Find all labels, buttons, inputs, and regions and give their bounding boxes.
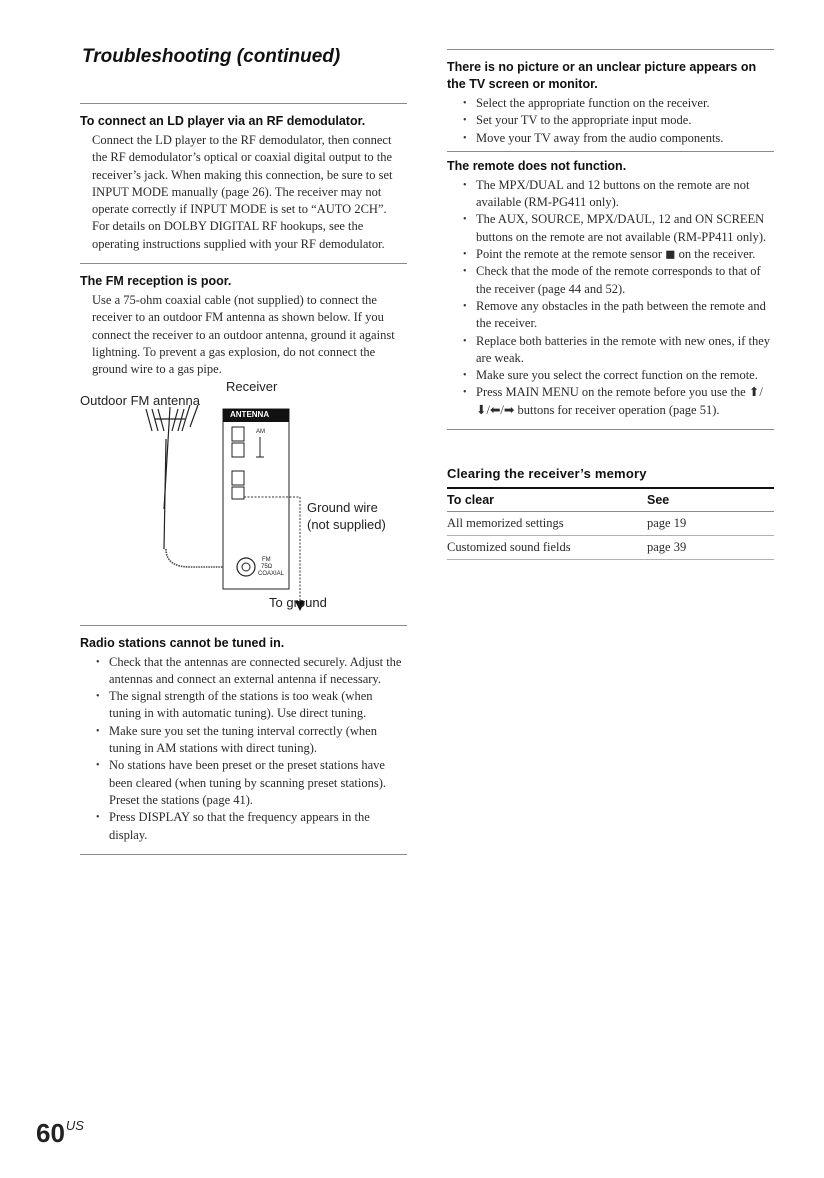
fm-body: Use a 75-ohm coaxial cable (not supplied) to connect the receiver to an outdoor FM antenna as shown below. If you connect the receiver to an outdoor antenna, ground it against lightning. To prevent a gas explosion, do not connect the ground wire to a gas pipe. (92, 293, 395, 377)
list-item: • No stations have been preset or the preset stations have been cleared (when tuning by scanning preset stations). Preset the stations (page 41). (80, 757, 407, 809)
table-cell: page 19 (647, 512, 774, 536)
table-cell: All memorized settings (447, 512, 647, 536)
list-item: • Check that the antennas are connected securely. Adjust the antennas and connect an external antenna if necessary. (80, 654, 407, 689)
ld-section (80, 103, 407, 253)
table-header-row (447, 488, 774, 512)
picture-heading: There is no picture or an unclear picture appears on the TV screen or monitor. (447, 60, 757, 91)
list-item: • Set your TV to the appropriate input mode. (447, 112, 774, 129)
coaxial-label: COAXIAL (258, 570, 285, 577)
list-item: • Press MAIN MENU on the remote before you use the ⬆/⬇/⬅/➡ buttons for receiver operation (page 51). (447, 384, 774, 419)
list-item: • Replace both batteries in the remote with new ones, if they are weak. (447, 333, 774, 368)
list-item: • Point the remote at the remote sensor ◼ on the receiver. (447, 246, 774, 263)
radio-bullets (80, 654, 407, 844)
to-ground-label: To ground (269, 594, 327, 610)
page-title: Troubleshooting (continued) (82, 46, 341, 67)
page-number (36, 1118, 84, 1149)
am-label: AM (256, 428, 265, 435)
ld-body: Connect the LD player to the RF demodulator, then connect the RF demodulator’s optical or coaxial digital output to the receiver’s jack. When making this connection, be sure to set INPUT MODE manually (page 26). The receiver may not operate correctly if INPUT MODE is set to “AUTO 2CH”. For details on DOLBY DIGITAL RF hookups, see the operating instructions supplied with your RF demodulator. (92, 133, 393, 251)
ohm-label: 75Ω (261, 563, 273, 570)
memory-title: Clearing the receiver’s memory (447, 466, 647, 482)
ld-heading: To connect an LD player via an RF demodulator. (80, 114, 366, 128)
list-item: • Make sure you select the correct function on the remote. (447, 367, 774, 384)
fm-antenna-diagram (80, 379, 407, 619)
right-column (447, 49, 774, 560)
antenna-icon (146, 405, 198, 549)
list-item: • Select the appropriate function on the receiver. (447, 95, 774, 112)
list-item: • The AUX, SOURCE, MPX/DAUL, 12 and ON SCREEN buttons on the remote are not available (RM-PP411 only). (447, 211, 774, 246)
left-bottom-rule (80, 854, 407, 855)
column-header: To clear (447, 488, 647, 512)
not-supplied-label: (not supplied) (307, 516, 386, 532)
table-row (447, 536, 774, 560)
memory-section (447, 466, 774, 560)
radio-section (80, 625, 407, 844)
list-item: • Move your TV away from the audio components. (447, 130, 774, 147)
fm-label: FM (262, 556, 271, 563)
list-item: • Make sure you set the tuning interval correctly (when tuning in AM stations with direct tuning). (80, 723, 407, 758)
table-cell: Customized sound fields (447, 536, 647, 560)
remote-bullets (447, 177, 774, 419)
picture-bullets (447, 95, 774, 147)
page-number-suffix: US (65, 1118, 84, 1133)
list-item: • The MPX/DUAL and 12 buttons on the remote are not available (RM-PG411 only). (447, 177, 774, 212)
antenna-panel-label: ANTENNA (230, 409, 270, 419)
table-row (447, 512, 774, 536)
ground-wire-label: Ground wire (307, 499, 378, 515)
picture-section (447, 49, 774, 147)
radio-heading: Radio stations cannot be tuned in. (80, 635, 285, 650)
right-bottom-rule (447, 429, 774, 430)
list-item: • Remove any obstacles in the path between the remote and the receiver. (447, 298, 774, 333)
fm-section (80, 263, 407, 378)
remote-section (447, 151, 774, 419)
memory-table (447, 487, 774, 560)
table-cell: page 39 (647, 536, 774, 560)
column-header: See (647, 488, 774, 512)
outdoor-antenna-label: Outdoor FM antenna (80, 392, 200, 408)
page-number-value: 60 (36, 1118, 65, 1148)
list-item: • The signal strength of the stations is too weak (when tuning in with automatic tuning). Use direct tuning. (80, 688, 407, 723)
left-column (80, 103, 407, 855)
receiver-label: Receiver (226, 378, 278, 394)
list-item: • Check that the mode of the remote corresponds to that of the receiver (page 44 and 52). (447, 263, 774, 298)
fm-heading: The FM reception is poor. (80, 274, 232, 289)
remote-heading: The remote does not function. (447, 158, 627, 173)
list-item: • Press DISPLAY so that the frequency appears in the display. (80, 809, 407, 844)
